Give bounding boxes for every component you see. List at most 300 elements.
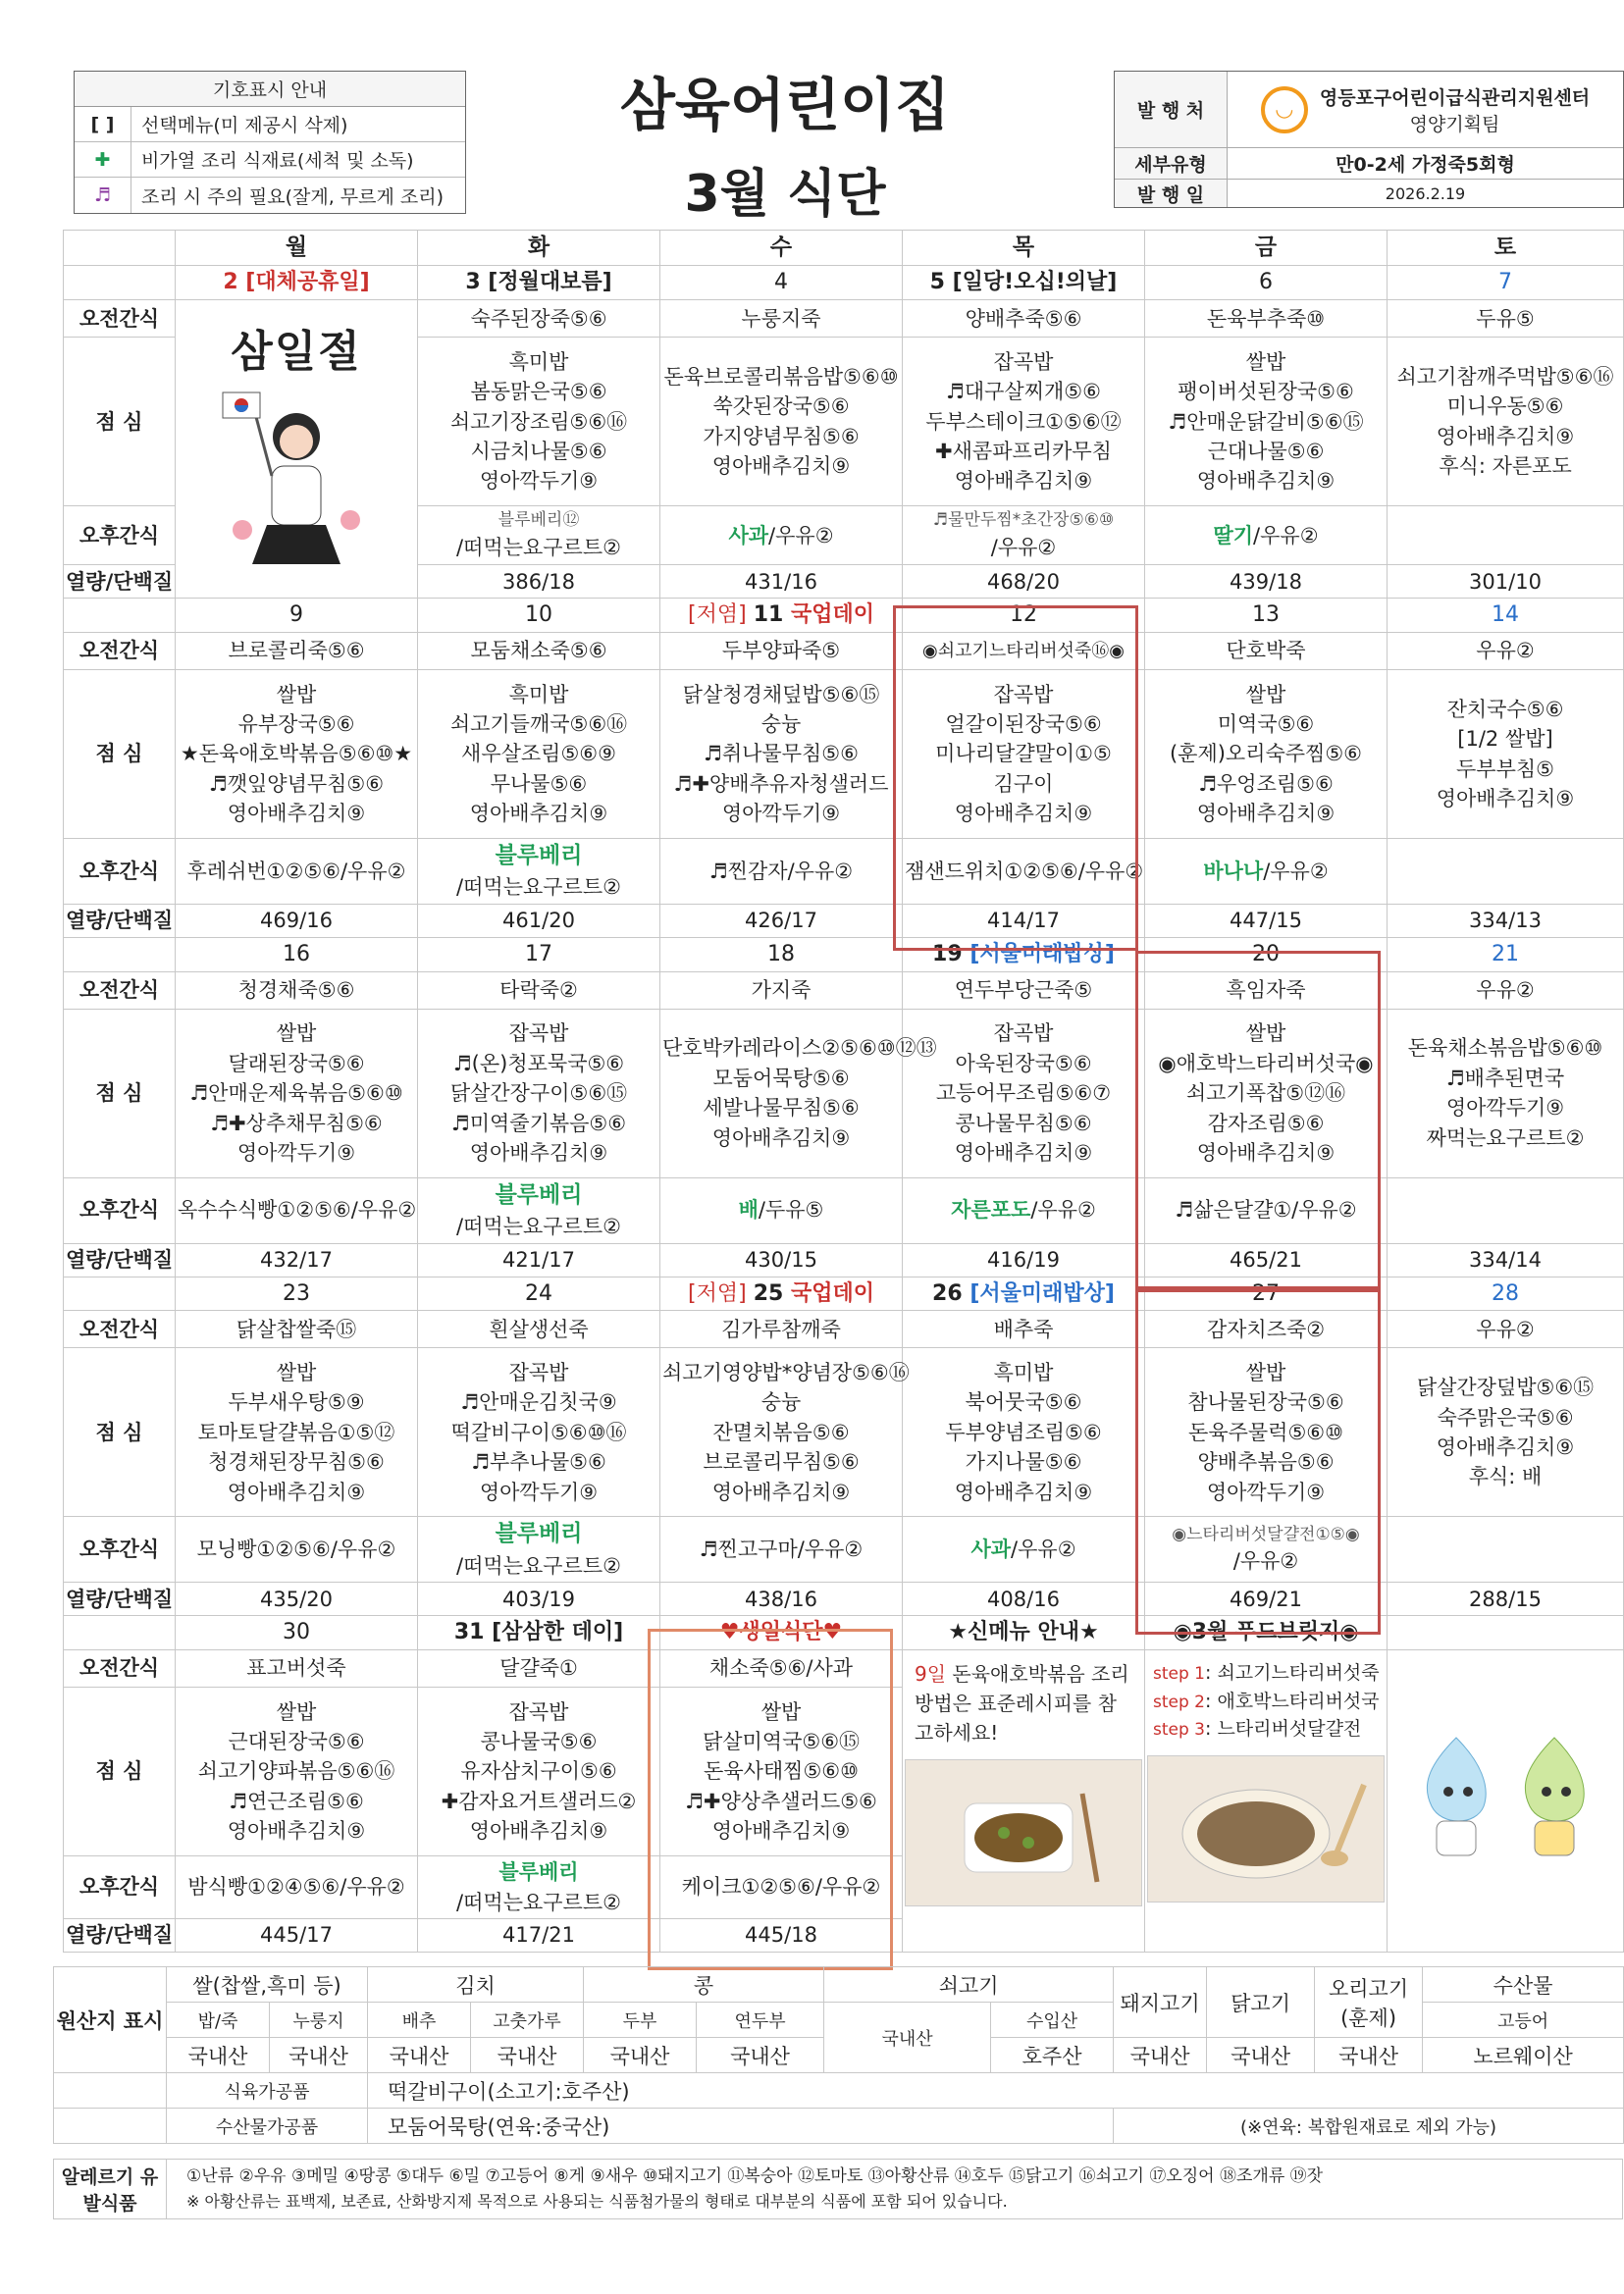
- menu-item: 영아깍두기⑨: [479, 469, 599, 494]
- menu-item: 흑미밥: [993, 1360, 1054, 1384]
- menu-item: 잔치국수⑤⑥: [1446, 697, 1564, 721]
- menu-item: ★돈육애호박볶음⑤⑥⑩★: [180, 742, 413, 766]
- origin-val: 국내산: [471, 2038, 584, 2073]
- am-snack: 양배추죽⑤⑥: [903, 300, 1145, 338]
- menu-item: 잡곡밥: [993, 349, 1054, 374]
- kcal-protein: 288/15: [1388, 1583, 1624, 1616]
- date-cell: ◉3월 푸드브릿지◉: [1145, 1616, 1388, 1650]
- lunch-cell: [903, 338, 1145, 506]
- am-snack: 표고버섯죽: [176, 1650, 418, 1688]
- date-number: 31: [453, 1620, 493, 1645]
- am-snack: 모둠채소죽⑤⑥: [418, 633, 660, 670]
- pm-snack-fruit: 자른포도: [951, 1198, 1031, 1223]
- menu-item: 흑미밥: [508, 682, 569, 706]
- menu-item: ♬안매운제육볶음⑤⑥⑩: [189, 1081, 403, 1106]
- date-cell: [903, 937, 1145, 971]
- pm-snack-fruit: 사과: [728, 523, 769, 547]
- date-cell: ♥생일식단♥: [660, 1616, 903, 1650]
- menu-item: ✚새콤파프리카무침: [935, 439, 1112, 463]
- am-snack: 두부양파죽⑤: [660, 633, 903, 670]
- allergy-list: ①난류 ②우유 ③메밀 ④땅콩 ⑤대두 ⑥밀 ⑦고등어 ⑧게 ⑨새우 ⑩돼지고기 ⑪복숭아 ⑫토마토 ⑬아황산류 ⑭호두 ⑮닭고기 ⑯쇠고기 ⑰오징어 ⑱조개류 ⑲잣: [186, 2166, 1324, 2187]
- menu-item: 아욱된장국⑤⑥: [955, 1051, 1092, 1075]
- menu-item: 영아깍두기⑨: [721, 802, 841, 826]
- date-cell: 9: [176, 599, 418, 633]
- origin-head: 콩: [584, 1967, 824, 2003]
- date-cell: 14: [1388, 599, 1624, 633]
- weekday: 수: [660, 231, 903, 266]
- menu-item: 닭살간장구이⑤⑥⑮: [449, 1081, 628, 1106]
- pm-snack-dairy: /우유②: [1011, 1538, 1076, 1562]
- menu-item: 근대나물⑤⑥: [1207, 439, 1325, 463]
- origin-val: 국내산: [167, 2038, 270, 2073]
- am-snack: 김가루참깨죽: [660, 1311, 903, 1348]
- legend-symbol: ♬: [75, 178, 131, 213]
- date-cell: 13: [1145, 599, 1388, 633]
- row-label: [64, 1616, 176, 1650]
- pm-snack-dairy: /우유②: [1253, 523, 1319, 547]
- publisher-box: [1114, 71, 1624, 208]
- origin-sub: 배추: [368, 2003, 471, 2038]
- type-label: 세부유형: [1115, 148, 1228, 179]
- lunch-cell: [660, 1348, 910, 1517]
- date-cell: [903, 1277, 1145, 1311]
- origin-head: 오리고기 (훈제): [1315, 1967, 1423, 2038]
- low-salt-tag: [저염]: [688, 602, 754, 628]
- menu-item: 쇠고기참깨주먹밥⑤⑥⑯: [1396, 364, 1614, 389]
- origin-sub: 두부: [584, 2003, 697, 2038]
- am-snack: 두유⑤: [1388, 300, 1624, 338]
- date-cell: 4: [660, 266, 903, 300]
- menu-item: 새우살조림⑤⑥⑨: [461, 742, 616, 766]
- food-bridge-panel: [1145, 1650, 1388, 1953]
- origin-val: 국내산: [368, 2038, 471, 2073]
- lunch-cell: [1145, 670, 1388, 839]
- date-cell: 27: [1145, 1277, 1388, 1311]
- menu-item: 쌀밥: [276, 1360, 317, 1384]
- origin-val: 국내산: [1114, 2038, 1207, 2073]
- am-snack: 누룽지죽: [660, 300, 903, 338]
- kcal-protein: 447/15: [1145, 904, 1388, 937]
- menu-item: 돈육채소볶음밥⑤⑥⑩: [1407, 1036, 1603, 1061]
- menu-item: 잡곡밥: [508, 1021, 569, 1046]
- lunch-cell: [176, 1009, 418, 1177]
- date-value: 2026.2.19: [1385, 183, 1466, 203]
- lunch-cell: [418, 1348, 660, 1517]
- menu-item: ✚감자요거트샐러드②: [441, 1789, 637, 1813]
- menu-item: 단호박카레라이스②⑤⑥⑩⑫⑬: [662, 1036, 937, 1061]
- date-event: [삼삼한 데이]: [492, 1620, 624, 1645]
- menu-item: 숭늉: [760, 1390, 802, 1415]
- am-snack: 배추죽: [903, 1311, 1145, 1348]
- menu-item: ♬깻잎양념무침⑤⑥: [208, 771, 385, 796]
- lunch-cell: [1145, 1009, 1388, 1177]
- menu-item: 양배추볶음⑤⑥: [1197, 1450, 1335, 1475]
- menu-item: 봄동맑은국⑤⑥: [470, 380, 607, 404]
- origin-sub: 고춧가루: [471, 2003, 584, 2038]
- row-label: 점 심: [64, 1688, 176, 1856]
- pm-snack-fruit: 딸기: [1213, 523, 1254, 547]
- weekday: 목: [903, 231, 1145, 266]
- menu-item: 닭살청경채덮밥⑤⑥⑮: [682, 682, 880, 706]
- menu-item: 쇠고기양파볶음⑤⑥⑯: [197, 1759, 395, 1784]
- pm-snack-fruit: 사과: [970, 1538, 1012, 1562]
- date-number: 3: [465, 270, 489, 295]
- menu-item: 영아배추김치⑨: [469, 802, 608, 826]
- am-snack: 타락죽②: [418, 971, 660, 1009]
- kcal-protein: 334/13: [1388, 904, 1624, 937]
- kcal-protein: 469/21: [1145, 1583, 1388, 1616]
- menu-item: 미나리달걀말이①⑤: [935, 742, 1112, 766]
- lunch-cell: [1388, 670, 1624, 839]
- date-event: 국업데이: [790, 1280, 874, 1306]
- origin-sub: 누룽지: [270, 2003, 368, 2038]
- am-snack: ◉쇠고기느타리버섯죽⑯◉: [903, 633, 1145, 670]
- origin-head: 쇠고기: [824, 1967, 1114, 2003]
- processed-label: 식육가공품: [167, 2073, 368, 2109]
- lunch-cell: [176, 1348, 418, 1517]
- menu-item: ♬취나물무침⑤⑥: [704, 742, 859, 766]
- pm-snack: [1145, 506, 1388, 565]
- menu-item: 잡곡밥: [508, 1360, 569, 1384]
- date-cell: 16: [176, 937, 418, 971]
- date-cell: [660, 599, 903, 633]
- menu-item: 잔멸치볶음⑤⑥: [712, 1420, 850, 1444]
- pm-snack-dairy: /우유②: [1263, 859, 1329, 883]
- weekday: 월: [176, 231, 418, 266]
- menu-item: 쌀밥: [1245, 1021, 1286, 1046]
- bridge-step-text: : 쇠고기느타리버섯죽: [1205, 1662, 1380, 1685]
- pm-snack: [418, 506, 660, 565]
- pm-snack-dairy: /우유②: [768, 523, 834, 547]
- pm-snack-dairy: /우유②: [1030, 1198, 1096, 1223]
- menu-item: 영아배추김치⑨: [1436, 787, 1575, 811]
- kcal-protein: 430/15: [660, 1243, 903, 1277]
- weekday-header: [64, 231, 1624, 266]
- menu-item: 미역국⑤⑥: [1217, 711, 1315, 736]
- menu-item: ♬(온)청포묵국⑤⑥: [452, 1051, 625, 1075]
- bridge-step-text: : 느타리버섯달걀전: [1205, 1718, 1362, 1741]
- menu-item: 쇠고기폭찹⑤⑫⑯: [1185, 1081, 1346, 1106]
- menu-item: 영아배추김치⑨: [711, 1125, 851, 1150]
- row-label: [64, 1277, 176, 1311]
- menu-item: 돈육브로콜리볶음밥⑤⑥⑩: [663, 364, 899, 389]
- kcal-protein: 416/19: [903, 1243, 1145, 1277]
- row-label: 오후간식: [64, 1517, 176, 1583]
- menu-item: 두부새우탕⑤⑨: [228, 1390, 365, 1415]
- date-cell: 10: [418, 599, 660, 633]
- lunch-cell: [660, 1009, 937, 1177]
- menu-item: 영아깍두기⑨: [236, 1140, 356, 1165]
- menu-item: 잡곡밥: [993, 682, 1054, 706]
- new-menu-panel: [903, 1650, 1145, 1953]
- date-event: [일당!오십!의날]: [952, 270, 1118, 295]
- pm-snack-fruit: ◉느타리버섯달걀전①⑤◉: [1172, 1524, 1360, 1544]
- am-snack: 감자치즈죽②: [1145, 1311, 1388, 1348]
- allergy-note: ※ 아황산류는 표백제, 보존료, 산화방지제 목적으로 사용되는 식품첨가물의 형태로 대부분의 식품에 포함 되어 있습니다.: [186, 2191, 1008, 2211]
- menu-item: 영아배추김치⑨: [227, 1480, 366, 1504]
- date-number: 19: [932, 941, 970, 966]
- kcal-protein: 469/16: [176, 904, 418, 937]
- menu-item: 영아배추김치⑨: [711, 1480, 851, 1504]
- menu-item: 팽이버섯된장국⑤⑥: [1178, 380, 1354, 404]
- origin-note: (※연육: 복합원재료로 제외 가능): [1114, 2109, 1624, 2144]
- page-title: 삼육어린이집: [619, 72, 951, 138]
- date-cell: 23: [176, 1277, 418, 1311]
- menu-item: 근대된장국⑤⑥: [228, 1729, 365, 1753]
- am-snack: 연두부당근죽⑤: [903, 971, 1145, 1009]
- allergy-box: [53, 2159, 1623, 2219]
- kcal-protein: 438/16: [660, 1583, 903, 1616]
- pm-snack: 모닝빵①②⑤⑥/우유②: [176, 1517, 418, 1583]
- kcal-protein: 386/18: [418, 565, 660, 599]
- menu-item: 영아배추김치⑨: [1196, 802, 1336, 826]
- origin-val: 호주산: [991, 2038, 1114, 2073]
- bridge-step: [1153, 1688, 1379, 1716]
- origin-val: 국내산: [1207, 2038, 1315, 2073]
- am-snack: 우유②: [1388, 633, 1624, 670]
- date-event: [서울미래밥상]: [969, 941, 1115, 966]
- lunch-cell: [660, 338, 903, 506]
- lunch-cell: [660, 670, 903, 839]
- kcal-protein: 465/21: [1145, 1243, 1388, 1277]
- menu-item: 영아배추김치⑨: [1196, 1140, 1336, 1165]
- pm-snack: [903, 506, 1145, 565]
- date-cell: 12: [903, 599, 1145, 633]
- origin-head: 닭고기: [1207, 1967, 1315, 2038]
- menu-item: 두부양념조림⑤⑥: [945, 1420, 1102, 1444]
- origin-sub: 고등어: [1423, 2003, 1624, 2038]
- publisher-name: 영등포구어린이급식관리지원센터: [1319, 86, 1591, 109]
- pm-snack-fruit: 바나나: [1203, 859, 1264, 883]
- menu-item: 영아배추김치⑨: [227, 802, 366, 826]
- holiday-art-title: 삼일절: [231, 326, 362, 377]
- origin-head: 돼지고기: [1114, 1967, 1207, 2038]
- legend-text: 비가열 조리 식재료(세척 및 소독): [141, 150, 414, 172]
- menu-item: 가지나물⑤⑥: [965, 1450, 1082, 1475]
- row-label: 열량/단백질: [64, 1583, 176, 1616]
- row-label: 오후간식: [64, 506, 176, 565]
- menu-item: 쌀밥: [276, 1021, 317, 1046]
- pm-snack-dairy: /우유②: [990, 535, 1057, 559]
- menu-item: ♬대구살찌개⑤⑥: [946, 380, 1101, 404]
- lunch-cell: [903, 670, 1145, 839]
- pm-snack-fruit: 블루베리: [495, 1521, 583, 1547]
- kcal-protein: 445/18: [660, 1919, 903, 1953]
- legend-title: 기호표시 안내: [75, 72, 465, 107]
- am-snack: 우유②: [1388, 1311, 1624, 1348]
- holiday-art: [176, 300, 418, 599]
- kcal-protein: 403/19: [418, 1583, 660, 1616]
- date-cell: 24: [418, 1277, 660, 1311]
- menu-item: 세발나물무침⑤⑥: [703, 1096, 860, 1121]
- menu-item: 짜먹는요구르트②: [1426, 1125, 1585, 1150]
- origin-val: 노르웨이산: [1423, 2038, 1624, 2073]
- pm-snack-dairy: /떠먹는요구르트②: [456, 1553, 621, 1578]
- menu-item: 영아깍두기⑨: [1206, 1480, 1326, 1504]
- lunch-cell: [1388, 1009, 1624, 1177]
- menu-item: 영아배추김치⑨: [954, 1140, 1093, 1165]
- menu-item: ◉애호박느타리버섯국◉: [1158, 1051, 1374, 1075]
- pm-snack-dairy: /떠먹는요구르트②: [456, 875, 621, 900]
- date-cell: 21: [1388, 937, 1624, 971]
- weekday: 금: [1145, 231, 1388, 266]
- pm-snack-dairy: /떠먹는요구르트②: [456, 1215, 621, 1239]
- am-snack: 단호박죽: [1145, 633, 1388, 670]
- pm-snack-fruit: ♬물만두찜*초간장⑤⑥⑩: [932, 510, 1115, 531]
- am-snack: 채소죽⑤⑥/사과: [660, 1650, 903, 1688]
- allergy-label: 알레르기 유발식품: [54, 2160, 167, 2218]
- menu-item: (훈제)오리숙주찜⑤⑥: [1169, 742, 1363, 766]
- date-number: 2: [223, 270, 246, 295]
- origin-val: 국내산: [270, 2038, 368, 2073]
- date-number: 26: [932, 1280, 970, 1306]
- kcal-protein: 445/17: [176, 1919, 418, 1953]
- date-cell: [1388, 1616, 1624, 1650]
- bridge-step: [1153, 1715, 1379, 1744]
- am-snack: 가지죽: [660, 971, 903, 1009]
- menu-item: 콩나물국⑤⑥: [480, 1729, 598, 1753]
- publisher-team: 영양기획팀: [1409, 113, 1500, 135]
- menu-item: 가지양념무침⑤⑥: [703, 424, 860, 448]
- menu-item: 영아배추김치⑨: [711, 454, 851, 479]
- date-cell: 28: [1388, 1277, 1624, 1311]
- kcal-protein: 468/20: [903, 565, 1145, 599]
- pm-snack: 잼샌드위치①②⑤⑥/우유②: [903, 839, 1145, 905]
- row-label: 오후간식: [64, 839, 176, 905]
- origin-head: 김치: [368, 1967, 584, 2003]
- lunch-cell: [176, 670, 418, 839]
- menu-item: 유자삼치구이⑤⑥: [460, 1759, 617, 1784]
- pm-snack-dairy: /떠먹는요구르트②: [456, 535, 621, 559]
- kcal-protein: 301/10: [1388, 565, 1624, 599]
- pm-snack: ♬찐감자/우유②: [660, 839, 903, 905]
- pm-snack: [1388, 1517, 1624, 1583]
- date-event: [정월대보름]: [488, 270, 612, 295]
- new-menu-day: 9일: [915, 1662, 947, 1687]
- date-event: [서울미래밥상]: [969, 1280, 1115, 1306]
- menu-item: 쑥갓된장국⑤⑥: [712, 394, 850, 419]
- am-snack: 청경채죽⑤⑥: [176, 971, 418, 1009]
- menu-item: ♬안매운김칫국⑨: [460, 1390, 617, 1415]
- menu-item: 영아배추김치⑨: [1436, 1434, 1575, 1459]
- row-label: [64, 937, 176, 971]
- date-cell: [418, 266, 660, 300]
- menu-item: 닭살미역국⑤⑥⑮: [702, 1729, 861, 1753]
- menu-item: 떡갈비구이⑤⑥⑩⑯: [450, 1420, 627, 1444]
- menu-table: [63, 230, 1624, 1953]
- lunch-cell: [903, 1348, 1145, 1517]
- row-label: 점 심: [64, 1009, 176, 1177]
- origin-table: [53, 1966, 1624, 2144]
- menu-item: ♬부추나물⑤⑥: [471, 1450, 606, 1475]
- weekday: 화: [418, 231, 660, 266]
- date-number: 25: [753, 1280, 791, 1306]
- menu-item: 영아배추김치⑨: [469, 1140, 608, 1165]
- lunch-cell: [418, 1688, 660, 1856]
- legend-text: 조리 시 주의 필요(잘게, 무르게 조리): [141, 185, 445, 208]
- pm-snack-fruit: 블루베리⑫: [498, 510, 580, 531]
- date-number: 5: [929, 270, 953, 295]
- origin-val: 국내산: [584, 2038, 697, 2073]
- menu-item: 청경채된장무침⑤⑥: [208, 1450, 385, 1475]
- kcal-protein: 426/17: [660, 904, 903, 937]
- origin-sub: 연두부: [697, 2003, 824, 2038]
- publisher-label: 발 행 처: [1115, 72, 1228, 147]
- origin-val: 국내산: [1315, 2038, 1423, 2073]
- pm-snack: [660, 1177, 903, 1243]
- menu-item: ♬✚상추채무침⑤⑥: [210, 1111, 383, 1135]
- row-label: 열량/단백질: [64, 904, 176, 937]
- pm-snack: [418, 1517, 660, 1583]
- menu-item: 콩나물무침⑤⑥: [955, 1111, 1092, 1135]
- menu-item: 영아배추김치⑨: [469, 1819, 608, 1844]
- date-cell: 17: [418, 937, 660, 971]
- date-cell: 20: [1145, 937, 1388, 971]
- am-snack: 돈육부추죽⑩: [1145, 300, 1388, 338]
- date-cell: [418, 1616, 660, 1650]
- porridge-photo-icon: [1147, 1755, 1385, 1903]
- menu-item: ♬연근조림⑤⑥: [229, 1789, 364, 1813]
- origin-label: 원산지 표시: [54, 1967, 167, 2073]
- menu-item: 쌀밥: [1245, 682, 1286, 706]
- menu-item: ♬안매운닭갈비⑤⑥⑮: [1168, 409, 1364, 434]
- menu-item: 영아배추김치⑨: [954, 1480, 1093, 1504]
- menu-item: 쌀밥: [1245, 349, 1286, 374]
- row-label: 오전간식: [64, 971, 176, 1009]
- weekday: 토: [1388, 231, 1624, 266]
- pm-snack-dairy: /떠먹는요구르트②: [456, 1890, 621, 1914]
- menu-item: 달래된장국⑤⑥: [228, 1051, 365, 1075]
- menu-item: 북어뭇국⑤⑥: [965, 1390, 1082, 1415]
- pm-snack: [660, 506, 903, 565]
- menu-item: 유부장국⑤⑥: [237, 711, 355, 736]
- menu-item: 쌀밥: [760, 1699, 802, 1724]
- date-label: 발 행 일: [1115, 180, 1228, 207]
- origin-sub: 국내산: [824, 2003, 991, 2073]
- seafood-label: 수산물가공품: [167, 2109, 368, 2144]
- lunch-cell: [418, 670, 660, 839]
- pm-snack: [1145, 839, 1388, 905]
- bridge-step-label: step 1: [1153, 1664, 1205, 1685]
- pm-snack: [418, 839, 660, 905]
- pm-snack: 밤식빵①②④⑤⑥/우유②: [176, 1856, 418, 1919]
- lunch-cell: [418, 338, 660, 506]
- menu-item: 두부부침⑤: [1456, 756, 1554, 781]
- row-label: 오전간식: [64, 1311, 176, 1348]
- kcal-protein: 414/17: [903, 904, 1145, 937]
- date-cell: [660, 1277, 903, 1311]
- pm-snack: [1388, 1177, 1624, 1243]
- origin-sub: 밥/죽: [167, 2003, 270, 2038]
- row-label: 오전간식: [64, 1650, 176, 1688]
- kcal-protein: 439/18: [1145, 565, 1388, 599]
- pm-snack-fruit: 블루베리: [498, 1860, 579, 1885]
- row-label: 점 심: [64, 1348, 176, 1517]
- row-label: 점 심: [64, 670, 176, 839]
- pm-snack: ♬삶은달걀①/우유②: [1145, 1177, 1388, 1243]
- am-snack: 달걀죽①: [418, 1650, 660, 1688]
- menu-item: 두부스테이크①⑤⑥⑫: [925, 409, 1122, 434]
- lunch-cell: [660, 1688, 903, 1856]
- mascot-characters-icon: [1397, 1728, 1613, 1865]
- low-salt-tag: [저염]: [688, 1280, 754, 1306]
- center-logo-icon: ◡: [1261, 86, 1308, 133]
- menu-item: 영아배추김치⑨: [954, 802, 1093, 826]
- menu-item: 영아배추김치⑨: [954, 469, 1093, 494]
- lunch-cell: [1388, 1348, 1624, 1517]
- lunch-cell: [1388, 338, 1624, 506]
- pm-snack-fruit: 블루베리: [495, 843, 583, 869]
